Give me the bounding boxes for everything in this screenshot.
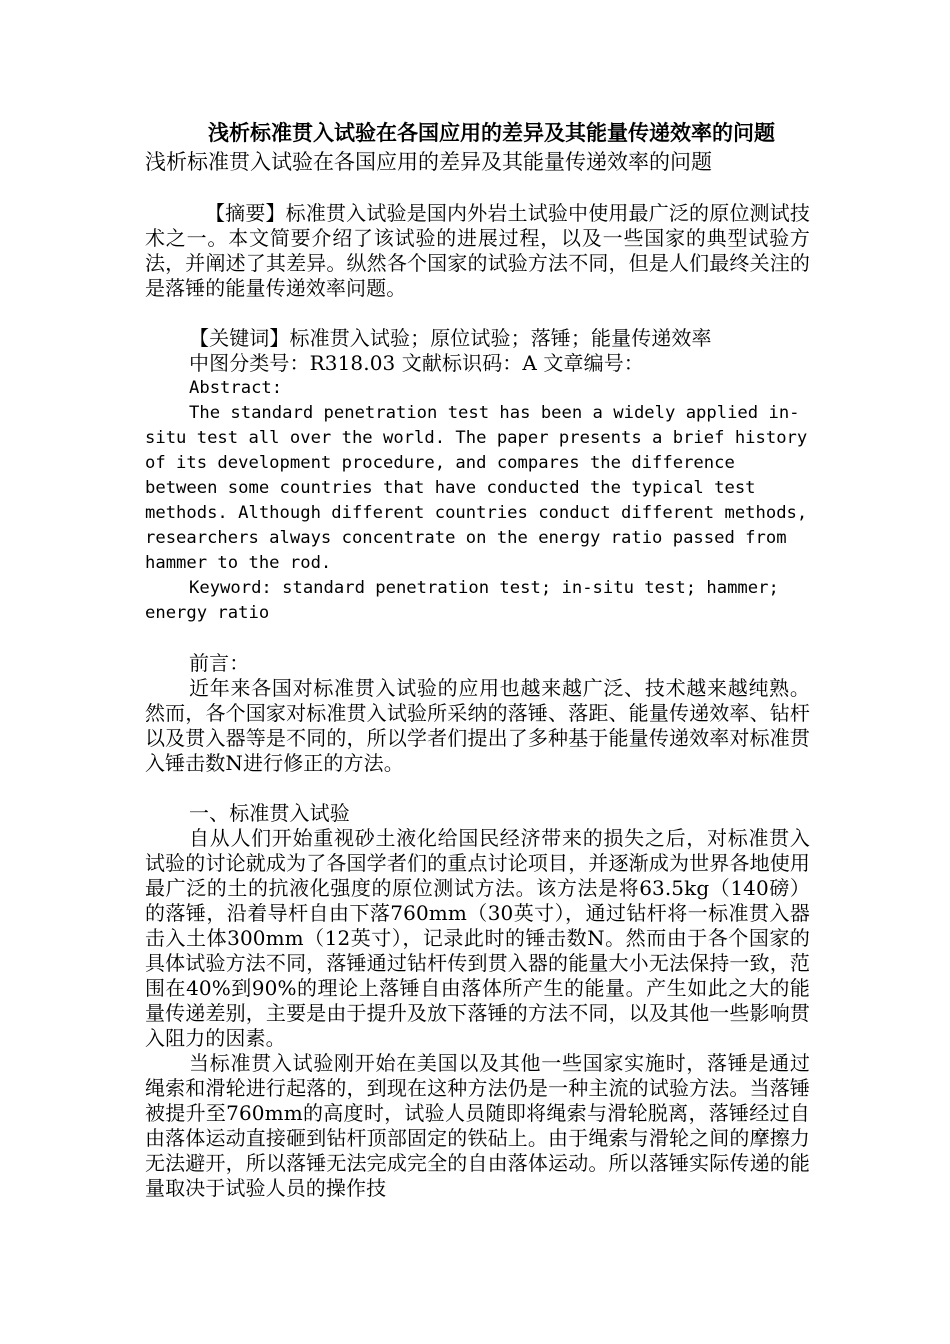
spacer	[145, 626, 810, 651]
abstract-en: The standard penetration test has been a widely applied in-situ test all over the world. The paper presents a brief history of its development procedure, and compares the difference between some countries that have conducted the typical test methods. Although different countries conduct different methods, researchers always concentrate on the energy ratio passed from hammer to the rod.	[145, 403, 818, 573]
document-title: 浅析标准贯入试验在各国应用的差异及其能量传递效率的问题	[145, 150, 712, 174]
document-body	[145, 118, 818, 1201]
section1-paragraph-1: 自从人们开始重视砂土液化给国民经济带来的损失之后，对标准贯入试验的讨论就成为了各国学者们的重点讨论项目，并逐渐成为世界各地使用最广泛的土的抗液化强度的原位测试方法。该方法是将63.5kg（140磅）的落锤，沿着导杆自由下落760mm（30英寸），通过钻杆将一标准贯入器击入土体300mm（12英寸），记录此时的锤击数N。然而由于各个国家的具体试验方法不同，落锤通过钻杆传到贯入器的能量大小无法保持一致，范围在40%到90%的理论上落锤自由落体所产生的能量。产生如此之大的能量传递差别，主要是由于提升及放下落锤的方法不同，以及其他一些影响贯入阻力的因素。	[145, 826, 810, 1050]
keywords-en: Keyword: standard penetration test; in-situ test; hammer; energy ratio	[145, 578, 790, 623]
classification-line: 中图分类号：R318.03 文献标识码：A 文章编号：	[189, 351, 644, 375]
abstract-en-label: Abstract:	[189, 378, 283, 398]
spacer	[145, 776, 810, 801]
preface-heading: 前言：	[189, 651, 250, 675]
abstract-cn: 【摘要】标准贯入试验是国内外岩土试验中使用最广泛的原位测试技术之一。本文简要介绍了该试验的进展过程，以及一些国家的典型试验方法，并阐述了其差异。纵然各个国家的试验方法不同，但是人们最终关注的是落锤的能量传递效率问题。	[145, 201, 810, 300]
spacer	[145, 301, 810, 326]
keywords-cn: 【关键词】标准贯入试验；原位试验；落锤；能量传递效率	[189, 326, 712, 350]
document-title-bold: 浅析标准贯入试验在各国应用的差异及其能量传递效率的问题	[208, 120, 775, 145]
preface-body: 近年来各国对标准贯入试验的应用也越来越广泛、技术越来越纯熟。然而，各个国家对标准贯入试验所采纳的落锤、落距、能量传递效率、钻杆以及贯入器等是不同的，所以学者们提出了多种基于能量传递效率对标准贯入锤击数N进行修正的方法。	[145, 676, 810, 775]
section1-heading: 一、标准贯入试验	[189, 801, 350, 825]
spacer	[145, 176, 810, 201]
section1-paragraph-2: 当标准贯入试验刚开始在美国以及其他一些国家实施时，落锤是通过绳索和滑轮进行起落的，到现在这种方法仍是一种主流的试验方法。当落锤被提升至760mm的高度时，试验人员随即将绳索与滑轮脱离，落锤经过自由落体运动直接砸到钻杆顶部固定的铁砧上。由于绳索与滑轮之间的摩擦力无法避开，所以落锤无法完成完全的自由落体运动。所以落锤实际传递的能量取决于试验人员的操作技	[145, 1051, 810, 1200]
